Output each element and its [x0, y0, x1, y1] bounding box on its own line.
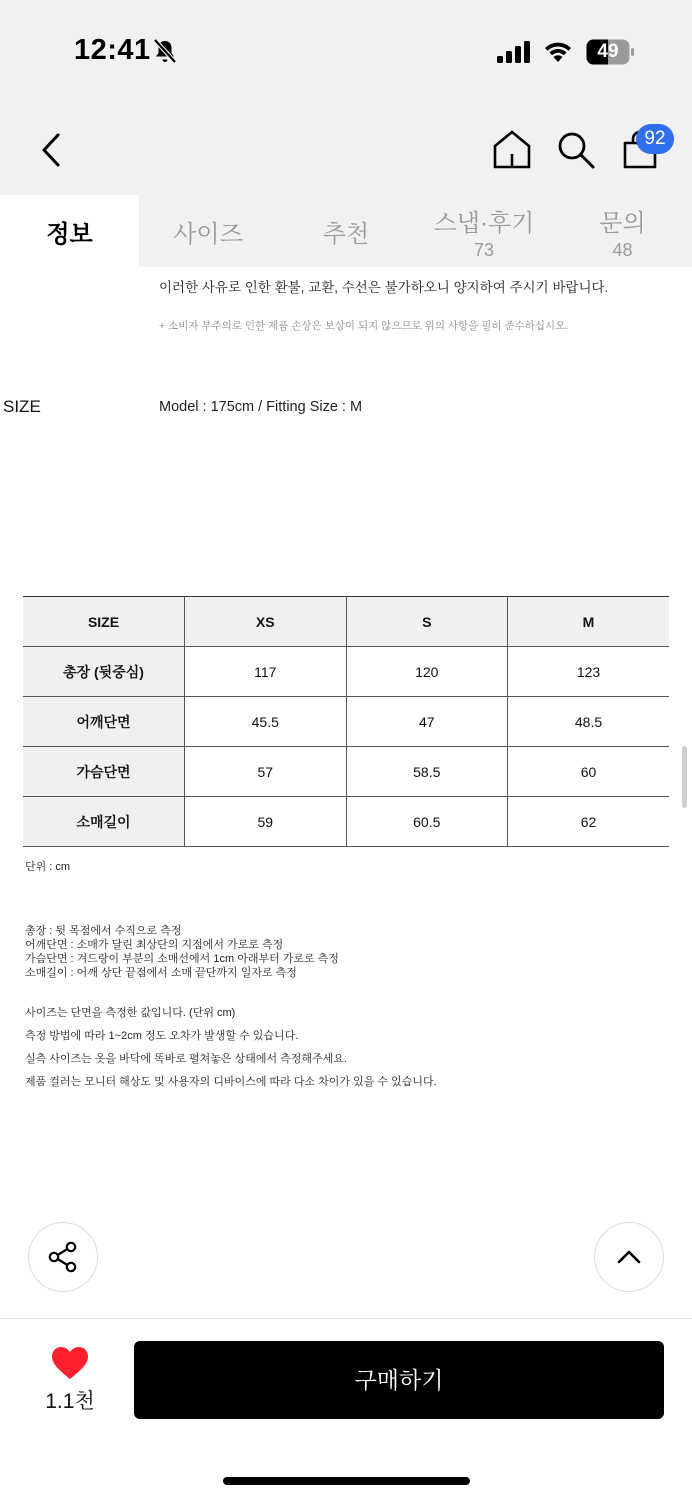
size-section-label: SIZE [3, 397, 41, 416]
table-row [23, 647, 669, 697]
like-count: 1.1천 [45, 1390, 95, 1413]
buy-button[interactable]: 구매하기 [134, 1341, 664, 1419]
table-cell: 59 [185, 797, 347, 847]
measurement-line: 가슴단면 : 겨드랑이 부분의 소매선에서 1cm 아래부터 가로로 측정 [25, 953, 339, 965]
table-cell: 48.5 [508, 697, 670, 747]
bell-muted-icon [152, 38, 178, 64]
scrollbar[interactable] [682, 746, 687, 808]
table-cell: 60.5 [346, 797, 508, 847]
tab-snap-review[interactable] [415, 203, 553, 261]
note-line: 제품 컬러는 모니터 해상도 및 사용자의 디바이스에 따라 다소 차이가 있을 수 있습니다. [25, 1076, 437, 1088]
battery-level: 49 [597, 41, 619, 62]
scroll-top-button[interactable] [594, 1222, 664, 1292]
tab-label: 추천 [322, 221, 370, 248]
table-row [23, 697, 669, 747]
cart-count-badge: 92 [636, 124, 674, 154]
tab-label: 스냅·후기 [433, 210, 535, 237]
note-line: 사이즈는 단면을 측정한 값입니다. (단위 cm) [25, 1007, 236, 1019]
table-cell: 117 [185, 647, 347, 697]
tab-label: 사이즈 [173, 221, 243, 248]
table-header-cell: S [346, 597, 508, 647]
table-row-label: 총장 (뒷중심) [23, 647, 185, 697]
table-cell: 58.5 [346, 747, 508, 797]
table-row-label: 가슴단면 [23, 747, 185, 797]
note-line: 측정 방법에 따라 1~2cm 정도 오차가 발생할 수 있습니다. [25, 1030, 299, 1042]
heart-icon[interactable] [51, 1346, 89, 1380]
policy-small-note: + 소비자 부주의로 인한 제품 손상은 보상이 되지 않으므로 위의 사항을 필히 준수하십시오. [159, 320, 569, 332]
measurement-line: 소매길이 : 어깨 상단 끝점에서 소매 끝단까지 일자로 측정 [25, 967, 297, 979]
tab-qna[interactable] [553, 203, 692, 261]
table-header-cell: XS [185, 597, 347, 647]
table-header-cell: M [508, 597, 670, 647]
table-cell: 62 [508, 797, 670, 847]
search-icon[interactable] [556, 130, 596, 170]
share-icon [46, 1240, 80, 1274]
table-header-cell: SIZE [23, 597, 185, 647]
measurement-line: 총장 : 뒷 목점에서 수직으로 측정 [25, 925, 182, 937]
chevron-up-icon [612, 1240, 646, 1274]
table-row-label: 소매길이 [23, 797, 185, 847]
tab-count: 73 [473, 240, 495, 260]
tab-label: 문의 [599, 210, 646, 237]
tab-count: 48 [612, 240, 633, 260]
share-button[interactable] [28, 1222, 98, 1292]
table-cell: 123 [508, 647, 670, 697]
cellular-signal-icon [496, 40, 532, 64]
table-row-label: 어깨단면 [23, 697, 185, 747]
size-notes [25, 1004, 437, 1096]
table-row [23, 797, 669, 847]
bottom-bar-divider [0, 1318, 692, 1319]
home-icon[interactable] [492, 128, 532, 170]
tab-info[interactable] [0, 214, 139, 249]
table-cell: 57 [185, 747, 347, 797]
tab-size[interactable] [139, 214, 277, 249]
home-indicator [223, 1477, 470, 1485]
table-cell: 47 [346, 697, 508, 747]
note-line: 실측 사이즈는 옷을 바닥에 똑바로 펼쳐놓은 상태에서 측정해주세요. [25, 1053, 347, 1065]
measurement-line: 어깨단면 : 소매가 달린 최상단의 지점에서 가로로 측정 [25, 939, 284, 951]
table-cell: 60 [508, 747, 670, 797]
unit-label: 단위 : cm [25, 861, 71, 873]
tab-recommend[interactable] [277, 214, 415, 249]
table-row [23, 747, 669, 797]
table-header-row [23, 597, 669, 647]
wifi-icon [542, 38, 574, 64]
policy-note: 이러한 사유로 인한 환불, 교환, 수선은 불가하오니 양지하여 주시기 바랍니다. [159, 280, 609, 295]
table-cell: 120 [346, 647, 508, 697]
status-time: 12:41 [74, 34, 151, 66]
chevron-left-icon[interactable] [38, 131, 66, 169]
measurement-guide [25, 924, 339, 980]
size-table [23, 596, 669, 847]
model-fitting-info: Model : 175cm / Fitting Size : M [159, 399, 363, 415]
tab-label: 정보 [46, 221, 93, 248]
table-cell: 45.5 [185, 697, 347, 747]
